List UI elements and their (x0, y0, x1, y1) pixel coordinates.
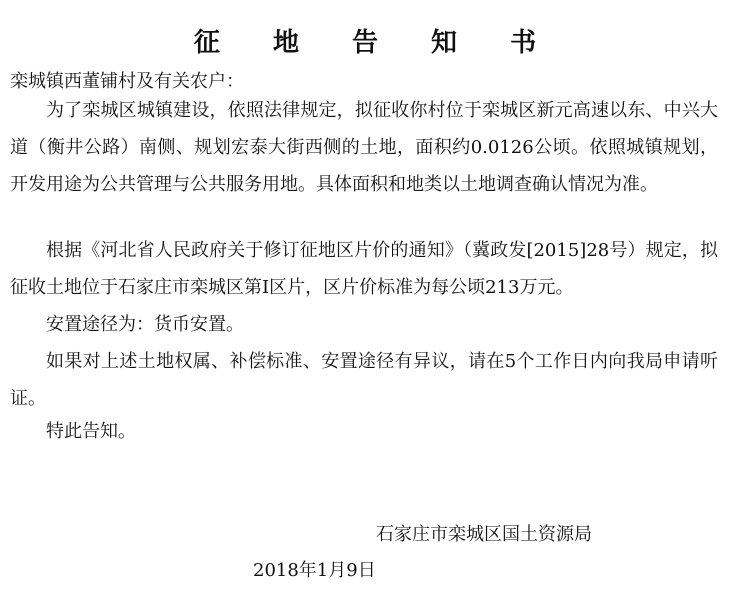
issue-date: 2018年1月9日 (253, 560, 376, 581)
paragraph-closing: 特此告知。 (46, 421, 136, 442)
paragraph-resettlement: 安置途径为：货币安置。 (46, 314, 244, 335)
issuing-authority: 石家庄市栾城区国土资源局 (376, 524, 592, 545)
paragraph-purpose: 为了栾城区城镇建设，依照法律规定，拟征收你村位于栾城区新元高速以东、中兴大道（衡井公路）南侧、规划宏泰大街西侧的土地，面积约0.0126公顷。依照城镇规划，开发用途为公共管理与公共服务用地。具体面积和地类以土地调查确认情况为准。 (10, 100, 718, 195)
paragraph-hearing: 如果对上述土地权属、补偿标准、安置途径有异议，请在5个工作日内向我局申请听证。 (10, 351, 718, 409)
document-title: 征 地 告 知 书 (193, 28, 559, 58)
paragraph-compensation: 根据《河北省人民政府关于修订征地区片价的通知》（冀政发[2015]28号）规定，拟征收土地位于石家庄市栾城区第Ⅰ区片，区片价标准为每公顷213万元。 (10, 240, 718, 298)
addressee-line: 栾城镇西董铺村及有关农户： (10, 71, 244, 92)
